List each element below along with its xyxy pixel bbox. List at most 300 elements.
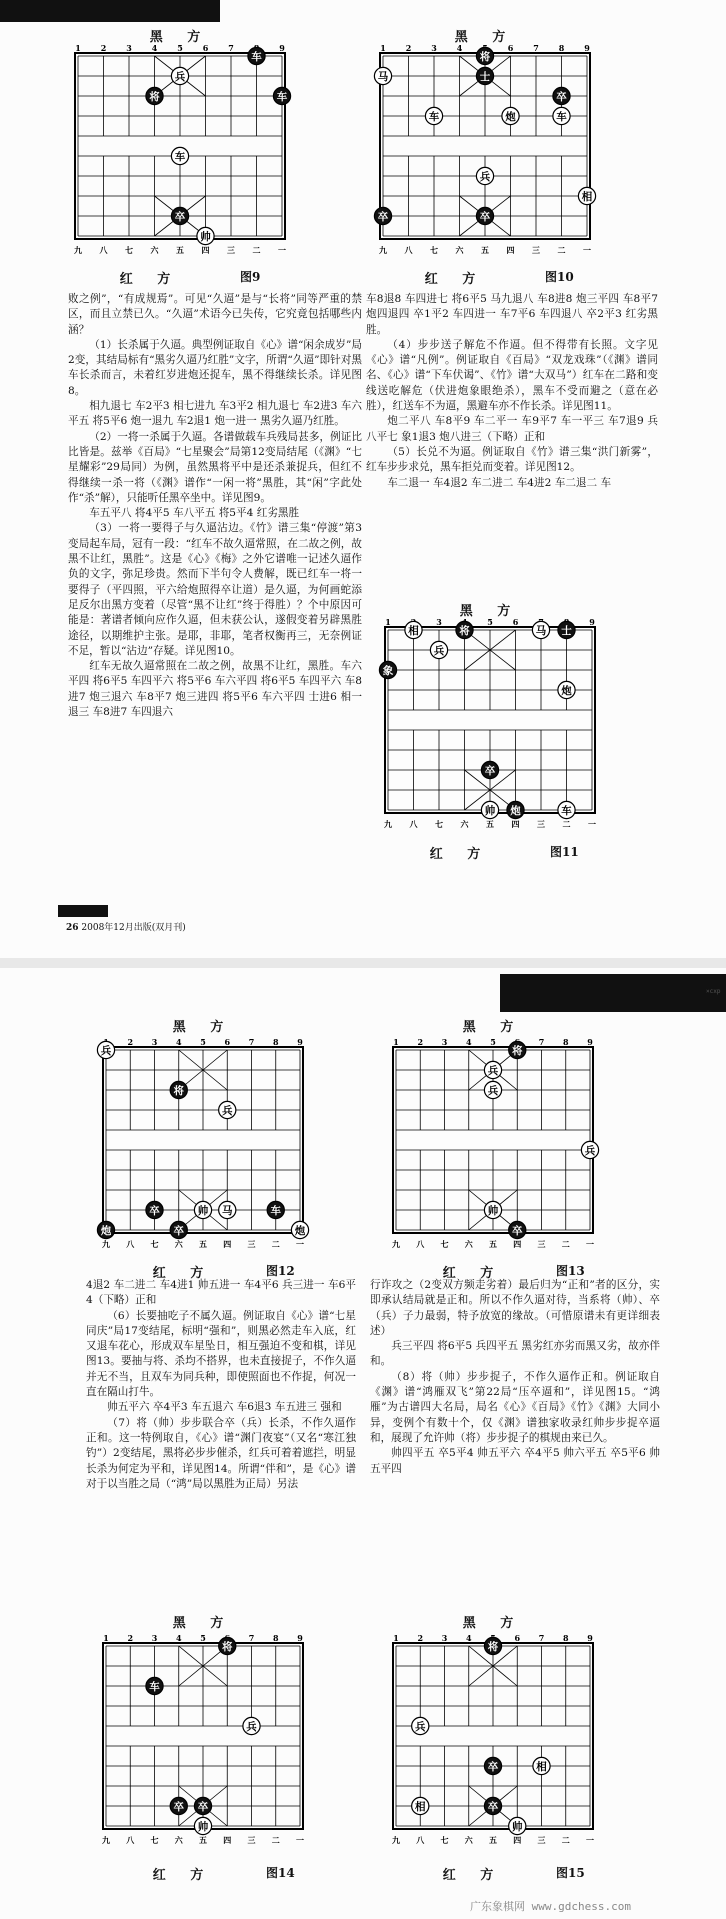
file-number: 6 — [514, 1633, 521, 1643]
file-number: 二 — [561, 1835, 570, 1845]
chess-piece — [170, 1081, 187, 1098]
file-number: 3 — [441, 1037, 448, 1047]
file-number: 四 — [513, 1239, 522, 1249]
chess-piece — [219, 1101, 236, 1118]
file-number: 7 — [538, 1037, 545, 1047]
file-number: 9 — [279, 43, 285, 53]
svg-text:象: 象 — [382, 664, 394, 677]
svg-text:帅: 帅 — [487, 1204, 499, 1217]
file-number: 2 — [405, 43, 412, 53]
file-number: 2 — [127, 1037, 134, 1047]
move-sequence: 车五平八 将4平5 车八平五 将5平4 红劣黑胜 — [89, 507, 300, 520]
chess-piece — [476, 67, 493, 84]
issue-date: 2008年12月出版(双月刊) — [81, 923, 186, 933]
move-sequence: 帅四平五 卒5平4 帅五平六 卒4平5 帅六平五 卒5平6 帅五平四 — [370, 1447, 660, 1475]
file-number: 九 — [392, 1239, 400, 1249]
chess-piece — [273, 87, 290, 104]
file-number: 5 — [200, 1037, 206, 1047]
file-number: 五 — [489, 1835, 497, 1845]
file-number: 4 — [175, 1633, 182, 1643]
file-number: 1 — [393, 1037, 399, 1047]
svg-text:卒: 卒 — [377, 210, 389, 223]
file-number: 一 — [296, 1239, 304, 1249]
file-number: 七 — [435, 819, 443, 829]
svg-text:将: 将 — [222, 1640, 233, 1653]
file-number: 四 — [506, 245, 515, 255]
svg-text:将: 将 — [173, 1084, 184, 1097]
file-number: 5 — [490, 1037, 496, 1047]
file-number: 七 — [440, 1239, 449, 1249]
chess-piece — [405, 621, 422, 638]
file-number: 二 — [557, 245, 566, 255]
file-number: 7 — [248, 1633, 255, 1643]
svg-text:卒: 卒 — [173, 1224, 184, 1237]
paragraph: 行诈攻之（2变双方频走劣着）最后归为“正和”者的区分，实即承认结局就是正和。所以不作久逼对待，当系将（帅）、卒（兵）子力最弱，特予放宽的缘故。（可惜原谱未有更详细表述） — [370, 1279, 660, 1337]
svg-text:士: 士 — [561, 624, 572, 637]
chess-piece — [481, 761, 498, 778]
file-number: 七 — [430, 245, 438, 255]
chess-piece — [291, 1221, 308, 1238]
page-footer — [66, 920, 186, 933]
file-number: 七 — [150, 1239, 159, 1249]
file-number: 6 — [512, 617, 519, 627]
svg-text:炮: 炮 — [561, 684, 572, 697]
file-number: 八 — [409, 819, 418, 829]
chess-piece — [243, 1717, 260, 1734]
file-number: 七 — [440, 1835, 449, 1845]
file-number: 六 — [464, 1835, 473, 1845]
file-number: 四 — [511, 819, 520, 829]
chess-piece — [484, 1637, 501, 1654]
file-number: 2 — [100, 43, 107, 53]
file-number: 8 — [562, 1037, 569, 1047]
svg-text:卒: 卒 — [479, 210, 491, 223]
file-number: 5 — [200, 1633, 206, 1643]
figure-caption: 图13 — [556, 1264, 585, 1278]
svg-text:帅: 帅 — [512, 1820, 523, 1833]
svg-text:帅: 帅 — [200, 230, 211, 243]
move-sequence: 车8退8 车四进七 将6平5 马九退八 车8进8 炮三平四 车8平7 炮四退四 卒1平2 车四进一 车7平6 车四退八 卒2平3 红劣黑胜。 — [366, 293, 658, 336]
chess-piece — [484, 1201, 501, 1218]
svg-text:车: 车 — [561, 804, 572, 817]
svg-text:兵: 兵 — [222, 1104, 233, 1117]
black-side-label: 黑 方 — [172, 1020, 234, 1035]
file-number: 二 — [561, 1239, 570, 1249]
chess-piece — [412, 1797, 429, 1814]
file-number: 8 — [558, 43, 565, 53]
svg-text:车: 车 — [428, 110, 440, 123]
chess-piece — [171, 147, 188, 164]
chess-piece — [476, 47, 493, 64]
paragraph: （4）步步送子解危不作逼。但不得带有长照。文字见《心》谱“凡例”。例证取自《百局》“双龙戏珠”（《渊》谱同名、《心》谱“下车伏谒”、《竹》谱“大双马”）红车在二路和变线送吃解危（伏进炮象眼绝杀），黑车不受而避之（意在必胜），红送车不为逼，黑避车亦不作长杀。详见图11。 — [366, 338, 658, 413]
svg-text:兵: 兵 — [100, 1044, 112, 1057]
svg-text:帅: 帅 — [197, 1820, 209, 1833]
file-number: 2 — [417, 1633, 424, 1643]
file-number: 7 — [538, 1633, 545, 1643]
chess-piece — [456, 621, 473, 638]
svg-text:卒: 卒 — [149, 1204, 160, 1217]
file-number: 8 — [272, 1633, 279, 1643]
file-number: 八 — [416, 1835, 425, 1845]
chess-piece — [558, 621, 575, 638]
text-column-right — [370, 1278, 660, 1477]
chess-piece — [170, 1797, 187, 1814]
file-number: 4 — [151, 43, 158, 53]
file-number: 1 — [393, 1633, 399, 1643]
paragraph: （6）长要抽吃子不属久逼。例证取自《心》谱“七星同庆”局17变结尾，标明“强和”，则黑必然走车入底，红又退车花心，形成双车星坠日，相互强迫不变和棋，详见图13。要抽与将、杀均不搭界，也未直接捉子，不作久逼并无不当，且双车为同兵种，即使照面也不作捉，何况一直在隔山打牛。 — [86, 1309, 356, 1399]
svg-text:马: 马 — [535, 624, 547, 637]
svg-text:帅: 帅 — [484, 804, 496, 817]
svg-text:马: 马 — [377, 70, 389, 83]
file-number: 二 — [562, 819, 571, 829]
chess-piece — [194, 1201, 211, 1218]
svg-text:帅: 帅 — [197, 1204, 209, 1217]
svg-text:相: 相 — [536, 1760, 547, 1773]
paragraph: （8）将（帅）步步捉子，不作久逼作正和。例证取自《渊》谱“鸿雁双飞”第22局“压卒逼和”，详见图15。“鸿雁”为古谱四大名局，局名《心》《百局》《竹》《渊》大同小异，变例个有数十个，仅《渊》谱独家收录红帅步步捉卒逼和，展现了允许帅（将）步步捉子的棋规由来已久。 — [370, 1370, 660, 1444]
file-number: 5 — [487, 617, 493, 627]
figure-9 — [60, 26, 300, 288]
file-number: 四 — [223, 1239, 232, 1249]
chess-piece — [412, 1717, 429, 1734]
xiangqi-board — [60, 42, 300, 267]
file-number: 一 — [278, 245, 286, 255]
chess-piece — [197, 227, 214, 244]
chess-piece — [267, 1201, 284, 1218]
figure-13 — [378, 1016, 608, 1321]
chess-piece — [484, 1061, 501, 1078]
file-number: 三 — [537, 1239, 546, 1249]
move-sequence: 4退2 车二进二 车4进1 帅五进一 车4平6 兵三进一 车6平4（下略）正和 — [86, 1279, 356, 1307]
svg-text:相: 相 — [415, 1800, 426, 1813]
paragraph: （3）一将一要得子与久逼沾边。《竹》谱三集“停渡”第3变局起车局，冠有一段：“红车不故久逼常照，在二故之例，故黑不让红，黑胜”。这是《心》《梅》之外它谱唯一记述久逼作负的文字，弥足珍贵。然而下半句令人费解，既已红车一将一要得子（平四照，平六给炮照得卒让道）是久逼，为何画蛇添足反尔出黑方变着（尽管“黑不让红”终于得胜）？个中原因可能是：著谱者倾向应作久逼，但未获公认，遂假变着另辟黑胜途径，以期维护主张。是耶，非耶，笔者权衡再三，无奈例证不足，暂以“沾边”存疑。详见图10。 — [68, 522, 362, 657]
text-column-right — [366, 292, 658, 491]
file-number: 6 — [507, 43, 514, 53]
file-number: 一 — [588, 819, 596, 829]
move-sequence: 帅五平六 卒4平3 车五退六 车6退3 车五进三 强和 — [107, 1401, 342, 1414]
xiangqi-board — [378, 1632, 608, 1857]
figure-caption: 图15 — [556, 1866, 585, 1880]
chess-piece — [533, 1757, 550, 1774]
file-number: 九 — [379, 245, 387, 255]
file-number: 7 — [533, 43, 539, 53]
chess-piece — [97, 1221, 114, 1238]
file-number: 四 — [513, 1835, 522, 1845]
figure-14 — [88, 1612, 318, 1912]
file-number: 三 — [227, 245, 235, 255]
svg-text:兵: 兵 — [584, 1144, 596, 1157]
chess-piece — [507, 801, 524, 818]
chess-piece — [194, 1817, 211, 1834]
svg-text:车: 车 — [149, 1680, 160, 1693]
paragraph: 败之例”，“有成规焉”。可见“久逼”是与“长将”同等严重的禁区，而且立禁已久。“久逼”术语今已失传，它究竟包括哪些内涵？ — [68, 293, 362, 336]
figure-caption: 图10 — [545, 270, 574, 284]
chess-piece — [171, 207, 188, 224]
chess-piece — [476, 207, 493, 224]
chess-piece — [502, 107, 519, 124]
file-number: 3 — [151, 1037, 158, 1047]
chess-piece — [484, 1081, 501, 1098]
file-number: 一 — [583, 245, 591, 255]
move-sequence: 兵三平四 将6平5 兵四平五 黑劣红亦劣而黑又劣，故亦伴和。 — [370, 1340, 660, 1368]
chess-piece — [219, 1201, 236, 1218]
header-bar — [0, 0, 220, 22]
file-number: 九 — [102, 1835, 110, 1845]
file-number: 八 — [99, 245, 108, 255]
svg-text:将: 将 — [479, 50, 491, 63]
file-number: 4 — [465, 1037, 472, 1047]
file-number: 7 — [228, 43, 234, 53]
chess-piece — [146, 1201, 163, 1218]
svg-text:炮: 炮 — [100, 1224, 112, 1237]
file-number: 二 — [252, 245, 261, 255]
file-number: 2 — [417, 1037, 424, 1047]
figure-15 — [378, 1612, 608, 1912]
file-number: 八 — [126, 1835, 135, 1845]
file-number: 3 — [436, 617, 442, 627]
chess-piece — [425, 107, 442, 124]
file-number: 九 — [102, 1239, 110, 1249]
black-side-label: 黑 方 — [454, 30, 516, 45]
svg-text:相: 相 — [581, 190, 593, 203]
chess-piece — [509, 1221, 526, 1238]
svg-text:相: 相 — [408, 624, 419, 637]
file-number: 4 — [175, 1037, 182, 1047]
file-number: 二 — [271, 1239, 280, 1249]
xiangqi-board — [370, 616, 610, 841]
chess-piece — [509, 1041, 526, 1058]
chess-piece — [374, 207, 391, 224]
svg-text:车: 车 — [174, 150, 186, 163]
file-number: 八 — [126, 1239, 135, 1249]
file-number: 8 — [272, 1037, 279, 1047]
text-column-left — [86, 1278, 356, 1492]
paragraph: （2）一将一杀属于久逼。各谱做载车兵残局甚多，例证比比皆是。兹举《百局》“七星聚会”局第12变局结尾（《渊》“七星耀彩”29局同）为例，虽然黑将平中是还杀兼捉兵，但红不得继续一杀一将（《渊》谱作“一闲一将”黑胜，其“闲”字此处作“杀”解），只能听任黑卒坐中。详见图9。 — [68, 430, 362, 504]
file-number: 五 — [199, 1239, 207, 1249]
black-side-label: 黑 方 — [149, 30, 211, 45]
file-number: 三 — [247, 1239, 256, 1249]
file-number: 五 — [199, 1835, 207, 1845]
svg-text:炮: 炮 — [505, 110, 516, 123]
file-number: 7 — [248, 1037, 255, 1047]
chess-piece — [581, 1141, 598, 1158]
side-mark: ×cxp — [706, 988, 721, 995]
file-number: 三 — [537, 819, 545, 829]
page-bottom — [0, 968, 726, 1919]
figure-caption: 图14 — [266, 1866, 295, 1880]
file-number: 1 — [75, 43, 81, 53]
chess-piece — [476, 167, 493, 184]
file-number: 9 — [589, 617, 595, 627]
xiangqi-board — [365, 42, 605, 267]
file-number: 六 — [150, 245, 159, 255]
paragraph: （5）长兑不为逼。例证取自《竹》谱三集“洪门新雾”，红车步步求兑，黑车拒兑而变着。详见图12。 — [366, 445, 658, 474]
red-side-label: 红 方 — [152, 1868, 214, 1883]
watermark: 广东象棋网 www.gdchess.com — [470, 1900, 631, 1913]
chess-piece — [553, 107, 570, 124]
file-number: 9 — [297, 1633, 303, 1643]
file-number: 9 — [297, 1037, 303, 1047]
black-side-label: 黑 方 — [462, 1020, 524, 1035]
move-sequence: 相九退七 车2平3 相七进九 车3平2 相九退七 车2进3 车六平五 将5平6 炮一退九 车2退1 炮一进一 黑劣久逼乃红胜。 — [68, 400, 362, 428]
chess-piece — [219, 1637, 236, 1654]
svg-text:车: 车 — [270, 1204, 281, 1217]
file-number: 3 — [126, 43, 132, 53]
figure-12 — [88, 1016, 318, 1321]
header-bar — [500, 974, 726, 1012]
chess-piece — [430, 641, 447, 658]
svg-text:兵: 兵 — [246, 1720, 257, 1733]
file-number: 三 — [532, 245, 540, 255]
svg-text:卒: 卒 — [174, 210, 186, 223]
figure-caption: 图9 — [240, 270, 261, 284]
file-number: 9 — [584, 43, 590, 53]
svg-text:车: 车 — [556, 110, 567, 123]
paragraph: （1）长杀属于久逼。典型例证取自《心》谱“闲余成岁”局2变，其结局标有“黑劣久逼乃红胜”文字，所谓“久逼”即针对黑车长杀而言，未着红岁进炮还捉车，黑不得继续长杀。详见图8。 — [68, 338, 362, 397]
file-number: 五 — [486, 819, 494, 829]
file-number: 五 — [176, 245, 184, 255]
chess-piece — [248, 47, 265, 64]
file-number: 3 — [151, 1633, 158, 1643]
file-number: 4 — [456, 43, 463, 53]
file-number: 3 — [431, 43, 437, 53]
xiangqi-board — [88, 1632, 318, 1857]
chess-piece — [170, 1221, 187, 1238]
footer-bar — [58, 905, 108, 917]
file-number: 6 — [202, 43, 209, 53]
page-number: 26 — [66, 923, 79, 933]
file-number: 一 — [296, 1835, 304, 1845]
svg-text:车: 车 — [276, 90, 288, 103]
page-top — [0, 0, 726, 958]
file-number: 3 — [441, 1633, 448, 1643]
move-sequence: 红车无故久逼常照在二故之例，故黑不让红，黑胜。车六平四 将6平5 车四平六 将5平6 车六平四 将6平5 车四平六 车8进7 炮三退六 车8平7 炮三进四 将5平6 车六平四 士进6 相一退三 车8进7 车四退六 — [68, 660, 362, 719]
black-side-label: 黑 方 — [462, 1616, 524, 1631]
file-number: 二 — [271, 1835, 280, 1845]
red-side-label: 红 方 — [442, 1266, 504, 1281]
chess-piece — [97, 1041, 114, 1058]
svg-text:卒: 卒 — [487, 1800, 499, 1813]
file-number: 六 — [460, 819, 469, 829]
chess-piece — [484, 1797, 501, 1814]
chess-piece — [558, 681, 575, 698]
file-number: 三 — [537, 1835, 546, 1845]
svg-text:士: 士 — [479, 70, 491, 83]
chess-piece — [194, 1797, 211, 1814]
chess-piece — [558, 801, 575, 818]
red-side-label: 红 方 — [429, 847, 491, 862]
svg-text:兵: 兵 — [415, 1720, 426, 1733]
svg-text:兵: 兵 — [487, 1084, 499, 1097]
xiangqi-board — [88, 1036, 318, 1261]
svg-text:将: 将 — [487, 1640, 499, 1653]
file-number: 8 — [562, 1633, 569, 1643]
file-number: 七 — [125, 245, 133, 255]
red-side-label: 红 方 — [119, 272, 181, 287]
file-number: 一 — [586, 1835, 594, 1845]
file-number: 9 — [587, 1633, 593, 1643]
svg-text:卒: 卒 — [512, 1224, 523, 1237]
chess-piece — [146, 87, 163, 104]
svg-text:卒: 卒 — [173, 1800, 184, 1813]
chess-piece — [484, 1757, 501, 1774]
xiangqi-board — [378, 1036, 608, 1261]
move-sequence: 炮二平八 车8平9 车二平一 车9平7 车一平三 车7退9 兵八平七 象1退3 炮八进三（下略）正和 — [366, 415, 658, 443]
svg-text:马: 马 — [222, 1204, 233, 1217]
file-number: 六 — [174, 1835, 183, 1845]
chess-piece — [532, 621, 549, 638]
chess-piece — [578, 187, 595, 204]
svg-text:兵: 兵 — [174, 70, 186, 83]
file-number: 四 — [201, 245, 210, 255]
chess-piece — [509, 1817, 526, 1834]
chess-piece — [553, 87, 570, 104]
svg-text:兵: 兵 — [433, 644, 445, 657]
figure-10 — [365, 26, 605, 288]
red-side-label: 红 方 — [442, 1868, 504, 1883]
file-number: 六 — [174, 1239, 183, 1249]
svg-text:车: 车 — [251, 50, 262, 63]
file-number: 5 — [177, 43, 183, 53]
text-column-left — [68, 292, 362, 720]
chess-piece — [171, 67, 188, 84]
file-number: 五 — [481, 245, 489, 255]
file-number: 六 — [455, 245, 464, 255]
svg-text:兵: 兵 — [487, 1064, 499, 1077]
svg-text:将: 将 — [512, 1044, 523, 1057]
svg-text:将: 将 — [149, 90, 160, 103]
svg-text:将: 将 — [459, 624, 470, 637]
chess-piece — [374, 67, 391, 84]
svg-text:卒: 卒 — [556, 90, 567, 103]
file-number: 2 — [127, 1633, 134, 1643]
file-number: 1 — [380, 43, 386, 53]
file-number: 七 — [150, 1835, 159, 1845]
svg-text:炮: 炮 — [294, 1224, 306, 1237]
svg-text:卒: 卒 — [197, 1800, 209, 1813]
page-gap — [0, 958, 726, 968]
file-number: 四 — [223, 1835, 232, 1845]
paragraph: （7）将（帅）步步联合卒（兵）长杀，不作久逼作正和。这一特例取自，《心》谱“渊门夜宴”（又名“寒江独钓”）2变结尾，黑将必步步催杀，红兵可着着遮拦，明显长杀为何定为平和，详见图14。所谓“伴和”，是《心》谱对于以当胜之局（“鸿”局以黑胜为正局）另法 — [86, 1416, 356, 1490]
file-number: 1 — [103, 1633, 109, 1643]
svg-text:卒: 卒 — [484, 764, 496, 777]
file-number: 三 — [247, 1835, 256, 1845]
file-number: 八 — [416, 1239, 425, 1249]
file-number: 一 — [586, 1239, 594, 1249]
file-number: 九 — [74, 245, 82, 255]
file-number: 9 — [587, 1037, 593, 1047]
file-number: 6 — [224, 1037, 231, 1047]
file-number: 九 — [392, 1835, 400, 1845]
move-sequence: 车二退一 车4退2 车二进二 车4进2 车二退二 车 — [387, 476, 612, 489]
file-number: 六 — [464, 1239, 473, 1249]
black-side-label: 黑 方 — [459, 604, 521, 619]
black-side-label: 黑 方 — [172, 1616, 234, 1631]
svg-text:兵: 兵 — [479, 170, 491, 183]
red-side-label: 红 方 — [152, 1266, 214, 1281]
svg-text:炮: 炮 — [510, 804, 521, 817]
figure-caption: 图11 — [550, 845, 579, 859]
file-number: 五 — [489, 1239, 497, 1249]
svg-text:卒: 卒 — [487, 1760, 499, 1773]
red-side-label: 红 方 — [424, 272, 486, 287]
file-number: 4 — [465, 1633, 472, 1643]
figure-11 — [370, 600, 610, 900]
file-number: 1 — [385, 617, 391, 627]
figure-caption: 图12 — [266, 1264, 295, 1278]
chess-piece — [481, 801, 498, 818]
chess-piece — [379, 661, 396, 678]
file-number: 八 — [404, 245, 413, 255]
